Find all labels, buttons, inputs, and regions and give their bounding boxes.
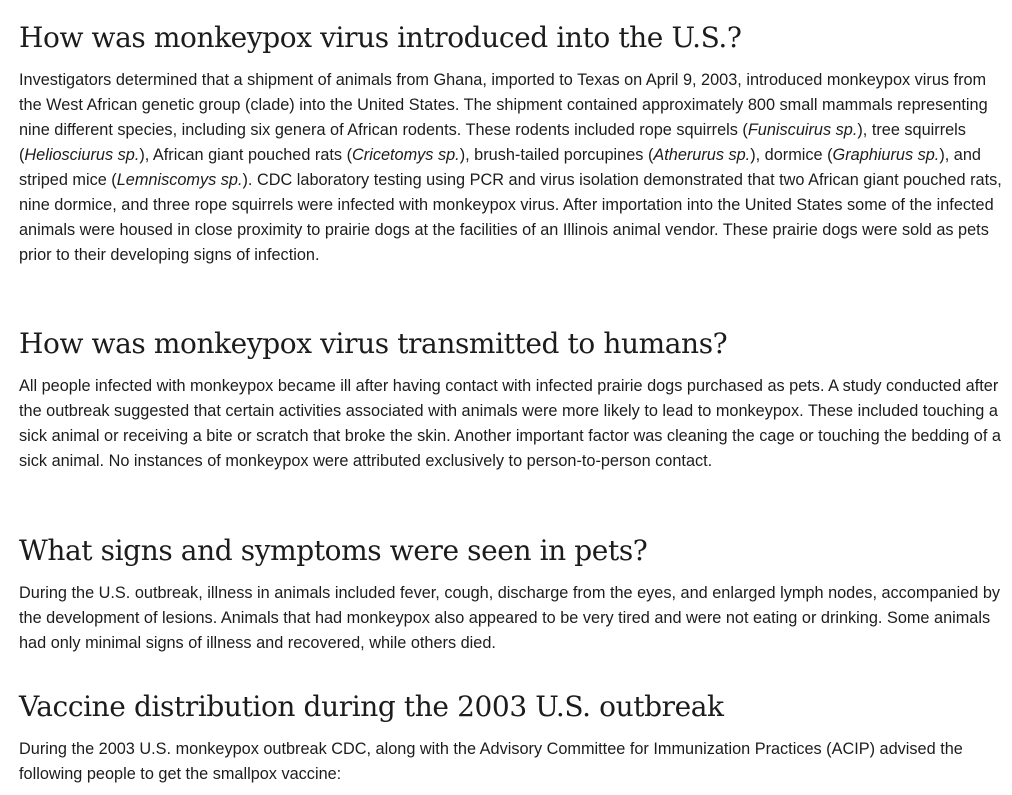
section-paragraph: All people infected with monkeypox became ill after having contact with infected prairie dogs purchased as pets. A study conducted after the outbreak suggested that certain activities associated with animals were more likely to lead to monkeypox. These included touching a sick animal or receiving a bite or scratch that broke the skin. Another important factor was cleaning the cage or touching the bedding of a sick animal. No instances of monkeypox were attributed exclusively to person-to-person contact. bbox=[19, 377, 1001, 470]
section-heading: Vaccine distribution during the 2003 U.S. outbreak bbox=[19, 690, 724, 723]
section-heading: How was monkeypox virus introduced into the U.S.? bbox=[19, 21, 742, 54]
section-heading: How was monkeypox virus transmitted to humans? bbox=[19, 327, 728, 360]
species-name: Lemniscomys sp. bbox=[116, 171, 243, 189]
species-name: Graphiurus sp. bbox=[832, 146, 940, 164]
paragraph-text: ), brush-tailed porcupines ( bbox=[459, 146, 654, 164]
section-transmission bbox=[19, 326, 1009, 474]
section-introduction bbox=[19, 20, 1009, 268]
paragraph-text: ), African giant pouched rats ( bbox=[139, 146, 353, 164]
paragraph-text: ), tree squirrels ( bbox=[19, 121, 966, 164]
section-pet-symptoms bbox=[19, 533, 1009, 656]
paragraph-text: ), and striped mice ( bbox=[19, 146, 981, 189]
section-paragraph bbox=[19, 68, 1009, 268]
paragraph-text: ). CDC laboratory testing using PCR and virus isolation demonstrated that two African giant pouched rats, nine dormice, and three rope squirrels were infected with monkeypox virus. After importation into the United States some of the infected animals were housed in close proximity to prairie dogs at the facilities of an Illinois animal vendor. These prairie dogs were sold as pets prior to their developing signs of infection. bbox=[19, 171, 1002, 264]
species-name: Atherurus sp. bbox=[653, 146, 751, 164]
section-paragraph: During the 2003 U.S. monkeypox outbreak CDC, along with the Advisory Committee for Immunization Practices (ACIP) advised the following people to get the smallpox vaccine: bbox=[19, 740, 963, 783]
section-vaccine-distribution bbox=[19, 689, 1009, 787]
species-name: Funiscuirus sp. bbox=[747, 121, 858, 139]
species-name: Heliosciurus sp. bbox=[24, 146, 140, 164]
section-paragraph: During the U.S. outbreak, illness in animals included fever, cough, discharge from the eyes, and enlarged lymph nodes, accompanied by the development of lesions. Animals that had monkeypox also appeared to be very tired and were not eating or drinking. Some animals had only minimal signs of illness and recovered, while others died. bbox=[19, 584, 1001, 652]
section-heading: What signs and symptoms were seen in pets? bbox=[19, 534, 648, 567]
paragraph-text: ), dormice ( bbox=[750, 146, 833, 164]
species-name: Cricetomys sp. bbox=[352, 146, 460, 164]
paragraph-text: Investigators determined that a shipment of animals from Ghana, imported to Texas on April 9, 2003, introduced monkeypox virus from the West African genetic group (clade) into the United States. The shipment contained approximately 800 small mammals representing nine different species, including six genera of African rodents. These rodents included rope squirrels ( bbox=[19, 71, 988, 139]
